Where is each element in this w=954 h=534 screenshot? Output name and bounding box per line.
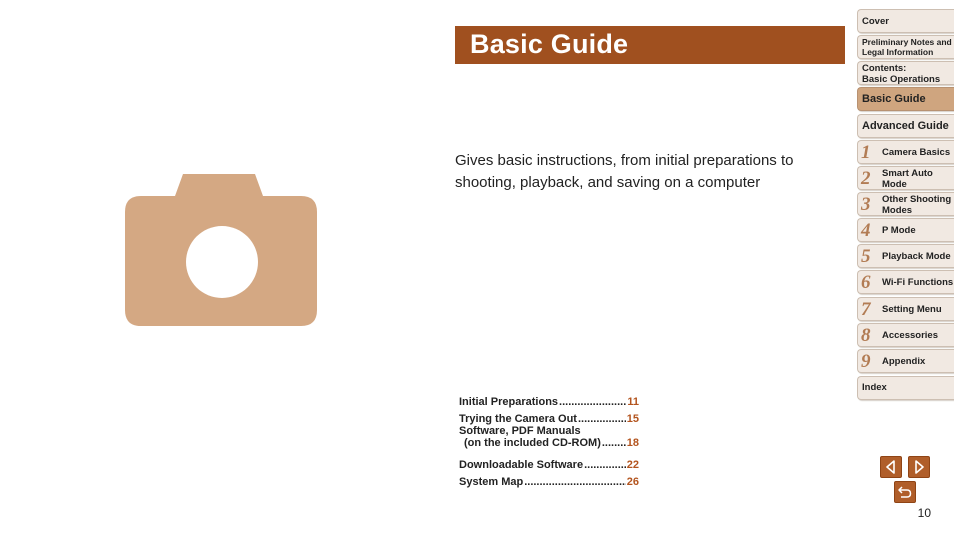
nav-tab-index[interactable] <box>857 376 954 400</box>
nav-chapter-8[interactable] <box>857 323 954 347</box>
chapter-number: 3 <box>861 194 871 215</box>
chapter-name: Smart Auto <box>882 168 933 179</box>
section-toc <box>459 391 639 488</box>
return-button[interactable] <box>894 481 916 503</box>
toc-entry-label: Software, PDF Manuals <box>459 425 581 437</box>
toc-leader <box>602 437 626 450</box>
nav-chapter-5[interactable] <box>857 244 954 268</box>
nav-tab-basic-guide[interactable] <box>857 87 954 111</box>
chapter-number: 2 <box>861 168 871 189</box>
nav-tab-preliminary-line1: Preliminary Notes and <box>862 37 952 47</box>
toc-entry-label-line2: (on the included CD-ROM) <box>464 437 601 449</box>
chapter-number: 8 <box>861 325 871 346</box>
nav-tab-cover-label: Cover <box>862 16 889 27</box>
chapter-number: 7 <box>861 299 871 320</box>
nav-tab-cover[interactable] <box>857 9 954 33</box>
nav-chapter-7[interactable] <box>857 297 954 321</box>
left-arrow-icon <box>881 457 901 477</box>
chapter-name: Accessories <box>882 330 938 341</box>
toc-entry-label: Downloadable Software <box>459 459 584 471</box>
toc-entry-label: Trying the Camera Out <box>459 413 577 425</box>
next-page-button[interactable] <box>908 456 930 478</box>
nav-tab-index-label: Index <box>862 382 887 393</box>
toc-entry[interactable] <box>459 425 639 454</box>
toc-page-link[interactable]: 18 <box>626 437 639 449</box>
chapter-number: 5 <box>861 246 871 267</box>
page-title-banner <box>455 26 845 64</box>
chapter-name: Other Shooting <box>882 194 952 205</box>
nav-tab-contents-line1: Contents: <box>862 63 907 74</box>
nav-tab-advanced-guide-label: Advanced Guide <box>862 120 949 132</box>
chapter-name-line2: Mode <box>882 179 907 190</box>
nav-chapter-4[interactable] <box>857 218 954 242</box>
toc-page-link[interactable]: 15 <box>626 413 639 425</box>
toc-leader <box>559 396 626 408</box>
chapter-name: Setting Menu <box>882 304 942 315</box>
nav-tab-contents[interactable] <box>857 61 954 85</box>
return-arrow-icon <box>895 482 915 502</box>
intro-text: Gives basic instructions, from initial preparations to shooting, playback, and saving on a computer <box>455 152 794 191</box>
nav-tab-basic-guide-label: Basic Guide <box>862 93 926 105</box>
nav-chapter-3[interactable] <box>857 192 954 216</box>
chapter-name: Wi-Fi Functions <box>882 277 954 288</box>
chapter-name: P Mode <box>882 225 916 236</box>
toc-leader <box>578 413 626 425</box>
toc-leader <box>524 476 626 488</box>
toc-entry[interactable] <box>459 408 639 425</box>
nav-chapter-9[interactable] <box>857 349 954 373</box>
page-number: 10 <box>917 506 931 520</box>
chapter-name-line2: Modes <box>882 205 913 216</box>
toc-page-link[interactable]: 11 <box>627 396 639 408</box>
page-title: Basic Guide <box>470 29 629 59</box>
chapter-number: 9 <box>861 351 871 372</box>
nav-chapter-2[interactable] <box>857 166 954 190</box>
toc-entry[interactable] <box>459 454 639 471</box>
nav-tab-contents-line2: Basic Operations <box>862 74 941 85</box>
chapter-number: 6 <box>861 272 871 293</box>
toc-entry-label: System Map <box>459 476 524 488</box>
chapter-name: Camera Basics <box>882 147 951 158</box>
right-arrow-icon <box>909 457 929 477</box>
toc-page-link[interactable]: 26 <box>626 476 639 488</box>
nav-tab-preliminary-line2: Legal Information <box>862 47 934 57</box>
prev-page-button[interactable] <box>880 456 902 478</box>
chapter-name: Playback Mode <box>882 251 951 262</box>
toc-entry[interactable] <box>459 471 639 488</box>
nav-chapter-6[interactable] <box>857 270 954 294</box>
camera-illustration-icon <box>125 174 317 326</box>
chapter-number: 4 <box>861 220 871 241</box>
toc-entry-label: Initial Preparations <box>459 396 559 408</box>
toc-page-link[interactable]: 22 <box>626 459 639 471</box>
nav-chapter-1[interactable] <box>857 140 954 164</box>
toc-leader <box>584 459 626 471</box>
nav-tab-preliminary[interactable] <box>857 35 954 59</box>
chapter-name: Appendix <box>882 356 926 367</box>
chapter-number: 1 <box>861 142 871 163</box>
nav-tab-advanced-guide[interactable] <box>857 114 954 138</box>
toc-entry[interactable] <box>459 391 639 408</box>
